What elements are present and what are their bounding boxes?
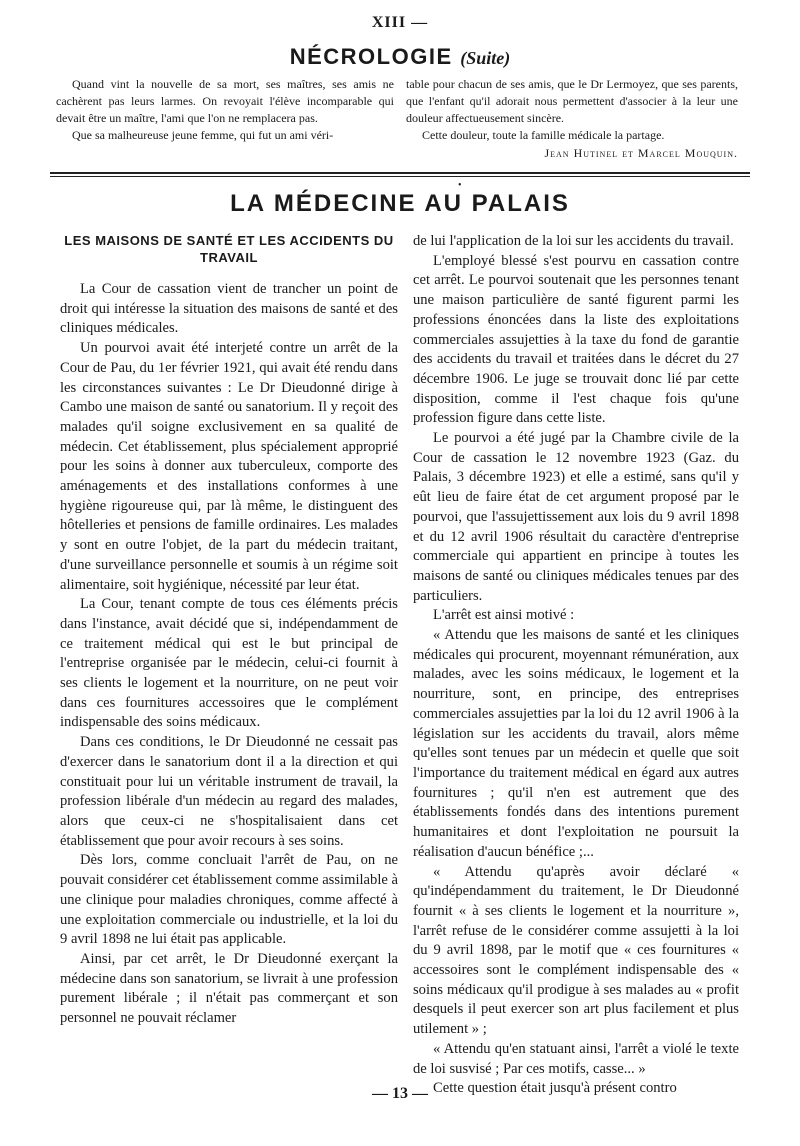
section-title: LES MAISONS DE SANTÉ ET LES ACCIDENTS DU TRAVAIL [64, 233, 394, 265]
article-quote: « Attendu que les maisons de santé et les cliniques médicales qui procurent, moyennant rémunération, aux malades, avec les soins médicaux, le logement et la nourriture, sont, en principe, des entreprises commerciales assujetties par la loi du 12 avril 1906 à la législation sur les accidents du travail, alors même qu'elles sont tenues par un médecin et quelle que soit l'importance du traitement médical en égard aux autres fournitures ; qu'il n'en est autrement que des établissements fondés dans des intentions purement humanitaires et dont l'exploitation ne poursuit la réalisation d'aucun bénéfice ;... [413, 627, 739, 860]
necrology-suite: (Suite) [460, 48, 511, 68]
necrology-left-column [56, 76, 394, 144]
article-right-column [413, 232, 739, 1099]
necrology-title-text: NÉCROLOGIE [289, 44, 453, 69]
necrology-paragraph: Cette douleur, toute la famille médicale la partage. [422, 128, 665, 142]
article-paragraph: L'employé blessé s'est pourvu en cassation contre cet arrêt. Le pourvoi soutenait que les personnes tenant une maison particulière de santé figurent parmi les professions énoncées dans la liste des exploitations commerciales assujetties à la taxe du fond de garantie des accidents du travail et traitées dans le décret du 27 décembre 1906. Le juge se trouvait donc lié par cette disposition, comme il l'est chaque fois qu'une profession figure dans cette liste. [413, 252, 739, 427]
article-quote: « Attendu qu'en statuant ainsi, l'arrêt a violé le texte de loi susvisé ; Par ces motifs, casse... » [413, 1040, 739, 1077]
article-quote: « Attendu qu'après avoir déclaré « qu'indépendamment du traitement, le Dr Dieudonné fournit « à ses clients le logement et la nourriture », l'arrêt refuse de le considérer comme assujetti à la loi du 9 avril 1898, par le motif que « ces fournitures « accessoires sont le complément indispensable des « soins médicaux qu'il prodigue à ses malades au « profit desquels il peut exercer son art plus facilement et plus utilement » ; [413, 863, 739, 1038]
necrology-paragraph: Quand vint la nouvelle de sa mort, ses maîtres, ses amis ne cachèrent pas leurs larmes. On revoyait l'élève incomparable qui devait être un maître, l'ami que l'on ne remplacera pas. [56, 77, 394, 125]
article-paragraph: Dès lors, comme concluait l'arrêt de Pau, on ne pouvait considérer cet établissement comme assimilable à une clinique pour maladies chroniques, comme affecté à une exploitation commerciale ou industrielle, et la loi du 9 avril 1898 ne lui était pas applicable. [60, 852, 398, 948]
section-divider-thin [50, 176, 750, 177]
divider-dot: • [458, 180, 462, 191]
necrology-title [0, 44, 800, 70]
article-title: LA MÉDECINE AU PALAIS [230, 190, 570, 217]
necrology-paragraph: table pour chacun de ses amis, que le Dr Lermoyez, que ses parents, que l'enfant qu'il adorait nous permettent d'associer à la leur une douleur affectueusement sincère. [406, 77, 738, 125]
article-paragraph: Dans ces conditions, le Dr Dieudonné ne cessait pas d'exercer dans le sanatorium dont il a la direction et qui constituait pour lui un véritable instrument de travail, la profession libérale d'un médecin au regard des malades, alors que ceux-ci ne s'hospitalisaient dans cet établissement que pour avoir recours à ses soins. [60, 734, 398, 849]
page-number: — 13 — [372, 1085, 428, 1102]
article-paragraph: Un pourvoi avait été interjeté contre un arrêt de la Cour de Pau, du 1er février 1921, qui avait été rendu dans les circonstances suivantes : Le Dr Dieudonné dirige à Cambo une maison de santé ou sanatorium. Il y reçoit des malades qu'il soigne exclusivement en sa qualité de médecin. Cet établissement, plus spécialement approprié pour les soins à donner aux tuberculeux, comporte des aménagements et des installations conformes à une hygiène rigoureuse qui, par là même, le distinguent des hôtelleries et pensions de famille ordinaires. Les malades y sont en outre l'objet, de la part du médecin traitant, d'une surveillance personnelle et soumis à un régime soit alimentaire, soit hygiénique, nécessité par leur état. [60, 340, 398, 593]
necrology-right-column [406, 76, 738, 162]
section-divider-thick [50, 172, 750, 174]
article-paragraph: Cette question était jusqu'à présent contro [433, 1080, 677, 1097]
article-paragraph: L'arrêt est ainsi motivé : [433, 607, 575, 624]
necrology-signature: Jean Hutinel et Marcel Mouquin. [544, 146, 738, 160]
article-paragraph: La Cour de cassation vient de trancher un point de droit qui intéresse la situation des maisons de santé et des cliniques médicales. [60, 281, 398, 337]
article-paragraph: La Cour, tenant compte de tous ces éléments précis dans l'instance, avait décidé que si, indépendamment de ce traitement médical qui est le but principal de l'entreprise organisée par le médecin, celui-ci fournit à ses clients le logement et la nourriture, on ne peut voir dans ces fournitures accessoires que le complément indispensable des soins médicaux. [60, 596, 398, 731]
article-paragraph: de lui l'application de la loi sur les accidents du travail. [413, 233, 734, 249]
article-paragraph: Le pourvoi a été jugé par la Chambre civile de la Cour de cassation le 12 novembre 1923 (Gaz. du Palais, 3 décembre 1923) et elle a estimé, sans qu'il y eût lieu de faire état de cet argument proposé par le pourvoi, que l'assujettissement aux lois du 9 avril 1898 et du 12 avril 1906 résultait du caractère d'entreprise commerciale qui appartient en principe à toutes les maisons de santé ou cliniques médicales tenues par des particuliers. [413, 430, 739, 604]
page-roman-numeral: XIII — [371, 14, 429, 31]
necrology-paragraph: Que sa malheureuse jeune femme, qui fut un ami véri- [72, 128, 334, 142]
article-left-column [60, 232, 398, 1029]
article-paragraph: Ainsi, par cet arrêt, le Dr Dieudonné exerçant la médecine dans son sanatorium, se livrait à une profession purement libérale ; il n'était pas commerçant et son personnel ne pouvait réclamer [60, 950, 398, 1027]
